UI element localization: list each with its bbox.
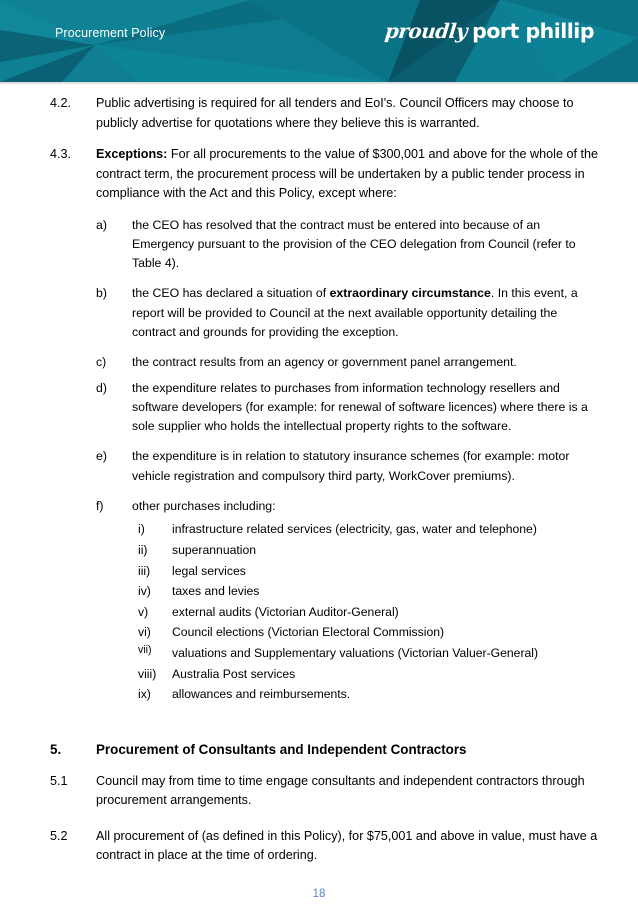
logo-script-word: proudly xyxy=(383,19,469,43)
roman-text: allowances and reimbursements. xyxy=(172,687,351,702)
roman-item-ii xyxy=(138,540,598,561)
clause-number: 4.2. xyxy=(50,96,72,110)
list-text-emphasis: extraordinary circumstance xyxy=(329,286,491,301)
roman-marker: vii) xyxy=(138,643,152,656)
roman-text: Australia Post services xyxy=(172,666,296,681)
clause-text: Council may from time to time engage consultants and independent contractors through procurement arrangements. xyxy=(96,773,585,808)
clause-4-2 xyxy=(50,94,598,133)
list-text xyxy=(132,284,598,342)
banner-drop-shadow xyxy=(0,82,638,85)
list-text: the expenditure is in relation to statutory insurance schemes (for example: motor vehicle registration and compulsory third party, WorkCover premiums). xyxy=(132,449,570,483)
list-marker: f) xyxy=(96,499,104,514)
list-text: the contract results from an agency or government panel arrangement. xyxy=(132,355,517,370)
section-5-heading xyxy=(50,740,598,760)
list-item-c xyxy=(96,353,598,372)
page-header-banner xyxy=(0,0,638,82)
section-number: 5. xyxy=(50,741,62,757)
roman-text: legal services xyxy=(172,563,246,578)
list-item-e xyxy=(96,447,598,486)
clause-body: For all procurements to the value of $300,001 and above for the whole of the contract term, the procurement process will be undertaken by a public tender process in compliance with the Act and this Policy, except where: xyxy=(96,147,598,200)
roman-item-v xyxy=(138,602,598,623)
roman-text: superannuation xyxy=(172,542,257,557)
clause-number: 5.1 xyxy=(50,773,68,788)
logo-bold-word: port phillip xyxy=(472,19,594,43)
list-marker: e) xyxy=(96,449,107,464)
roman-item-i xyxy=(138,519,598,540)
roman-marker: ix) xyxy=(138,687,151,702)
roman-marker: ii) xyxy=(138,542,148,557)
clause-lead-bold: Exceptions: xyxy=(96,147,168,161)
document-body xyxy=(0,94,638,900)
page-number: 18 xyxy=(312,887,326,900)
clause-number: 5.2 xyxy=(50,828,68,843)
roman-item-viii xyxy=(138,664,598,685)
clause-text: Public advertising is required for all tenders and EoI's. Council Officers may choose to publicly advertise for quotations where they believe this is warranted. xyxy=(96,96,574,130)
roman-marker: v) xyxy=(138,604,149,619)
roman-marker: iii) xyxy=(138,563,151,578)
clause-4-3 xyxy=(50,145,598,204)
roman-text: external audits (Victorian Auditor-General) xyxy=(172,604,399,619)
port-phillip-logo xyxy=(385,19,594,43)
roman-marker: iv) xyxy=(138,584,151,599)
list-item-b xyxy=(96,284,598,342)
list-text-post: . In this event, a report will be provided to Council at the next available opportunity detailing the contract and grounds for providing the exception. xyxy=(132,286,578,339)
list-marker: a) xyxy=(96,217,107,232)
list-item-d xyxy=(96,379,598,437)
list-text: other purchases including: xyxy=(132,499,276,514)
roman-item-vi xyxy=(138,622,598,643)
roman-marker: i) xyxy=(138,522,145,537)
clause-text xyxy=(96,145,598,204)
roman-text: infrastructure related services (electricity, gas, water and telephone) xyxy=(172,522,537,537)
roman-item-iv xyxy=(138,581,598,602)
roman-text: Council elections (Victorian Electoral Commission) xyxy=(172,625,445,640)
clause-number: 4.3. xyxy=(50,147,72,161)
roman-item-ix xyxy=(138,684,598,705)
clause-text: All procurement of (as defined in this Policy), for $75,001 and above in value, must have a contract in place at the time of ordering. xyxy=(96,828,598,863)
section-title: Procurement of Consultants and Independent Contractors xyxy=(96,741,467,757)
roman-sublist xyxy=(0,519,638,704)
clause-5-2 xyxy=(50,827,598,866)
list-text: the expenditure relates to purchases from information technology resellers and software developers (for example: for renewal of software licences) where there is a sole supplier who holds the intellectual property rights to the software. xyxy=(132,380,588,434)
list-text: the CEO has resolved that the contract must be entered into because of an Emergency pursuant to the provision of the CEO delegation from Council (refer to Table 4). xyxy=(132,217,576,271)
roman-marker: vi) xyxy=(138,625,151,640)
banner-document-title: Procurement Policy xyxy=(55,26,166,40)
list-marker: b) xyxy=(96,286,107,301)
roman-item-iii xyxy=(138,561,598,582)
list-marker: c) xyxy=(96,355,107,370)
list-marker: d) xyxy=(96,380,107,395)
list-item-f xyxy=(96,497,598,516)
roman-text: valuations and Supplementary valuations (Victorian Valuer-General) xyxy=(172,645,539,660)
list-text-pre: the CEO has declared a situation of xyxy=(132,286,330,301)
roman-marker: viii) xyxy=(138,666,157,681)
clause-5-1 xyxy=(50,772,598,811)
roman-item-vii xyxy=(138,643,598,664)
list-item-a xyxy=(96,216,598,274)
roman-text: taxes and levies xyxy=(172,584,260,599)
